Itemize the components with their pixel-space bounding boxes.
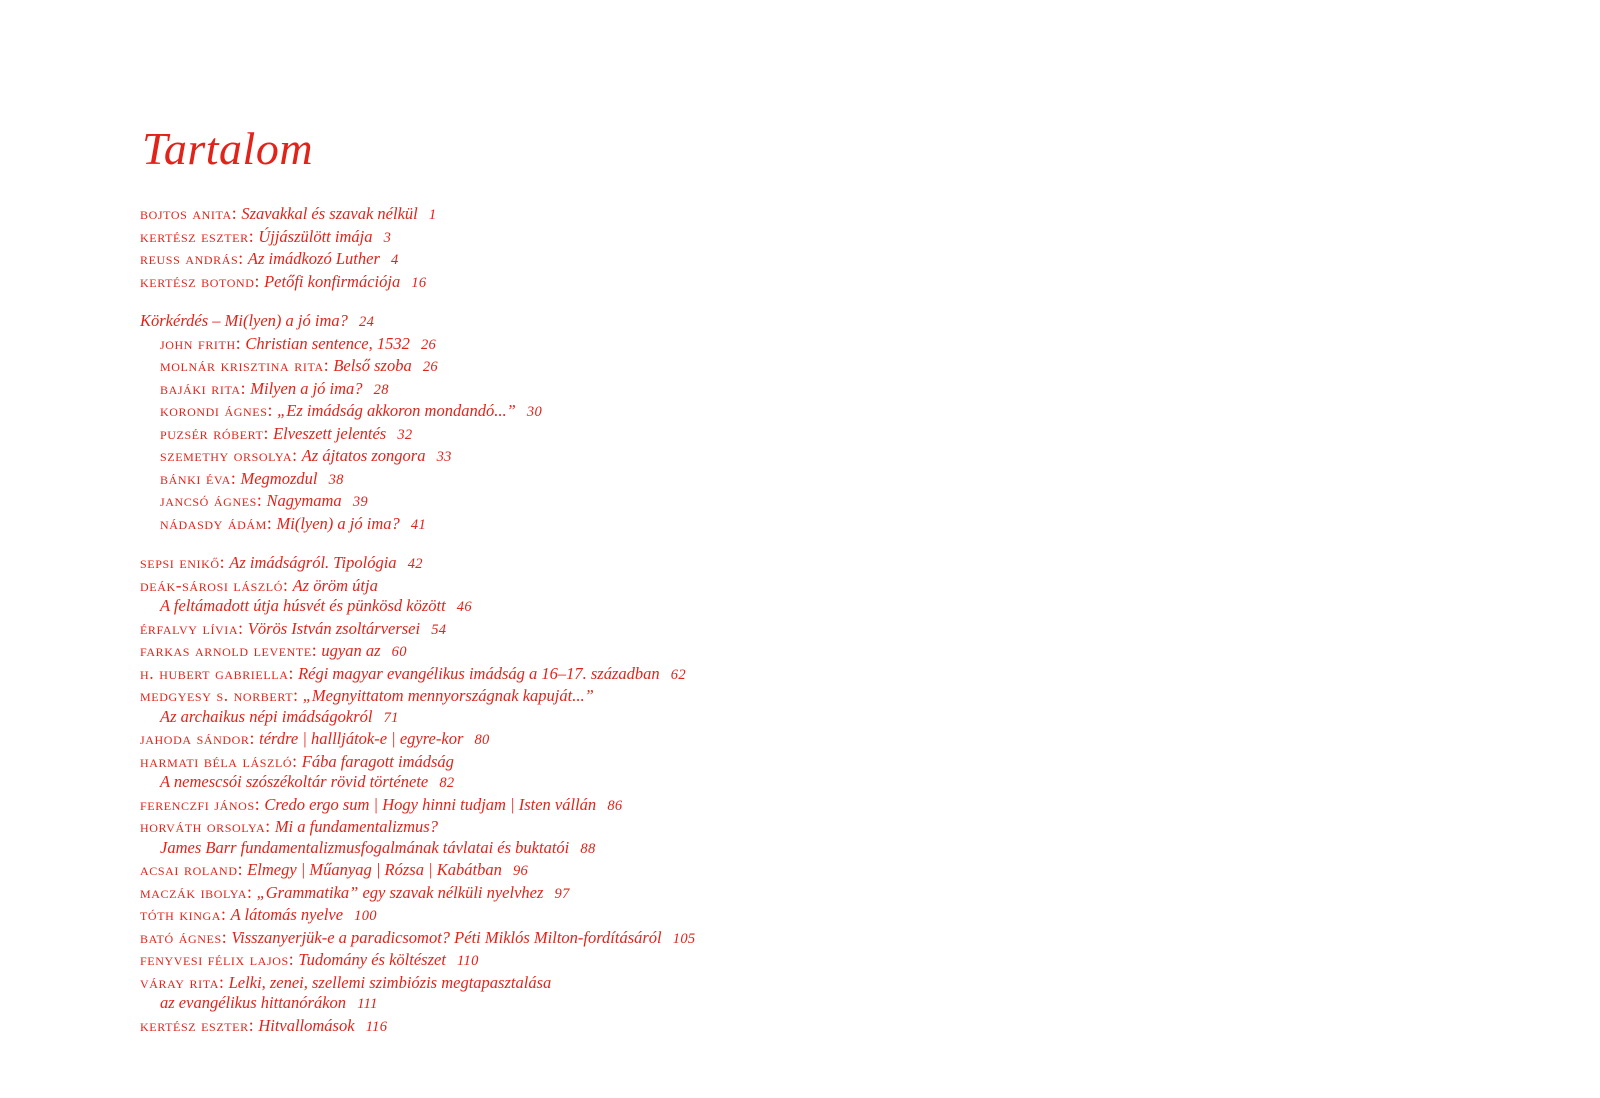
toc-entry[interactable] bbox=[140, 423, 1460, 446]
toc-entry-author: váray rita: bbox=[140, 971, 225, 992]
toc-entry-author: molnár krisztina rita: bbox=[160, 355, 330, 375]
section-spacer bbox=[140, 293, 1460, 311]
toc-entry-title: Az öröm útja bbox=[292, 575, 378, 595]
toc-entry[interactable] bbox=[140, 685, 1460, 707]
toc-entry-subtitle[interactable] bbox=[140, 993, 1460, 1015]
toc-entry-page: 62 bbox=[670, 666, 686, 683]
page-title: Tartalom bbox=[142, 123, 314, 174]
toc-entry-title: ugyan az bbox=[321, 641, 381, 660]
toc-entry-author: h. hubert gabriella: bbox=[140, 662, 294, 683]
toc-entry[interactable] bbox=[140, 640, 1460, 663]
toc-survey-heading[interactable] bbox=[140, 311, 1460, 333]
toc-entry-author: ferenczfi jános: bbox=[140, 793, 261, 814]
toc-entry-page: 26 bbox=[422, 359, 438, 375]
toc-entry-author: érfalvy lívia: bbox=[140, 617, 244, 638]
toc-entry-page: 4 bbox=[390, 252, 399, 268]
toc-entry-author: medgyesy s. norbert: bbox=[140, 685, 299, 705]
toc-entry-title: Petőfi konfirmációja bbox=[264, 271, 401, 291]
toc-entry-author: reuss andrás: bbox=[140, 248, 244, 268]
toc-entry-page: 38 bbox=[328, 471, 344, 488]
toc-entry-page: 28 bbox=[373, 381, 389, 398]
toc-entry-page: 110 bbox=[457, 953, 479, 969]
toc-entry[interactable] bbox=[140, 445, 1460, 468]
toc-entry-title: térdre | hallljátok-e | egyre-kor bbox=[259, 729, 464, 748]
toc-entry[interactable] bbox=[140, 927, 1460, 950]
toc-entry-title: Régi magyar evangélikus imádság a 16–17. században bbox=[298, 663, 660, 683]
toc-entry-author: bató ágnes: bbox=[140, 926, 228, 947]
toc-entry-author: bajáki rita: bbox=[160, 377, 247, 398]
toc-entry[interactable] bbox=[140, 271, 1460, 294]
toc-entry[interactable] bbox=[140, 904, 1460, 927]
toc-entry-author: deák-sárosi lászló: bbox=[140, 574, 289, 595]
toc-entry[interactable] bbox=[140, 248, 1460, 271]
toc-entry-page: 54 bbox=[431, 621, 447, 638]
toc-entry[interactable] bbox=[140, 972, 1460, 994]
toc-entry-title: Megmozdul bbox=[240, 468, 318, 488]
table-of-contents bbox=[140, 203, 1460, 1037]
toc-entry-author: sepsi enikő: bbox=[140, 552, 226, 572]
toc-entry-page: 33 bbox=[436, 449, 452, 465]
toc-entry-page: 32 bbox=[397, 426, 413, 443]
toc-entry-author: acsai roland: bbox=[140, 859, 244, 879]
toc-entry-author: kertész botond: bbox=[140, 270, 260, 291]
toc-entry[interactable] bbox=[140, 333, 1460, 356]
toc-entry-author: nádasdy ádám: bbox=[160, 512, 273, 533]
toc-entry-title: Christian sentence, 1532 bbox=[245, 333, 410, 353]
toc-entry-subtitle[interactable] bbox=[140, 838, 1460, 860]
toc-entry[interactable] bbox=[140, 859, 1460, 882]
toc-entry-page: 97 bbox=[554, 885, 570, 902]
toc-entry-title: Fába faragott imádság bbox=[301, 751, 454, 771]
toc-entry-page: 30 bbox=[526, 404, 542, 420]
toc-entry-page: 111 bbox=[357, 996, 378, 1012]
toc-entry[interactable] bbox=[140, 663, 1460, 686]
toc-survey-heading-page: 24 bbox=[359, 314, 375, 330]
toc-entry[interactable] bbox=[140, 816, 1460, 838]
toc-entry-title: Nagymama bbox=[266, 491, 342, 510]
toc-entry[interactable] bbox=[140, 490, 1460, 513]
toc-entry-title: Vörös István zsoltárversei bbox=[247, 618, 421, 638]
toc-entry-title: Visszanyerjük-e a paradicsomot? Péti Miklós Milton-fordításáról bbox=[231, 927, 662, 947]
toc-entry-page: 60 bbox=[391, 644, 407, 660]
toc-entry-title: „Ez imádság akkoron mondandó...” bbox=[277, 401, 516, 420]
toc-entry-author: farkas arnold levente: bbox=[140, 640, 318, 660]
toc-entry[interactable] bbox=[140, 400, 1460, 423]
toc-entry-page: 1 bbox=[428, 207, 437, 223]
toc-entry[interactable] bbox=[140, 618, 1460, 641]
toc-entry-page: 41 bbox=[410, 516, 426, 533]
toc-entry-subtitle[interactable] bbox=[140, 596, 1460, 618]
toc-entry[interactable] bbox=[140, 203, 1460, 226]
toc-entry-page: 3 bbox=[383, 229, 392, 246]
toc-entry-title: Az imádkozó Luther bbox=[247, 249, 380, 268]
toc-entry[interactable] bbox=[140, 468, 1460, 491]
toc-entry-page: 105 bbox=[672, 930, 696, 947]
toc-entry-title: Milyen a jó ima? bbox=[250, 378, 363, 398]
toc-entry[interactable] bbox=[140, 794, 1460, 817]
toc-entry-subtitle-text: az evangélikus hittanórákon bbox=[160, 993, 347, 1012]
toc-entry-title: A látomás nyelve bbox=[230, 905, 344, 924]
section-spacer bbox=[140, 535, 1460, 552]
toc-entry-page: 116 bbox=[365, 1018, 388, 1035]
toc-entry-author: bojtos anita: bbox=[140, 203, 238, 223]
toc-entry-subtitle-text: James Barr fundamentalizmusfogalmának távlatai és buktatói bbox=[160, 837, 570, 857]
toc-entry-title: „Megnyittatom mennyországnak kapuját...” bbox=[302, 686, 594, 705]
toc-entry-title: Hitvallomások bbox=[258, 1015, 355, 1035]
toc-group-first bbox=[140, 203, 1460, 293]
toc-entry-page: 100 bbox=[354, 908, 377, 924]
toc-entry-title: Elmegy | Műanyag | Rózsa | Kabátban bbox=[247, 860, 502, 879]
toc-entry-page: 86 bbox=[607, 797, 623, 814]
toc-entry-page: 42 bbox=[407, 556, 423, 572]
toc-survey-heading-text: Körkérdés – Mi(lyen) a jó ima? bbox=[140, 311, 348, 330]
toc-entry-page: 46 bbox=[456, 599, 472, 615]
toc-entry-subtitle-text: A nemescsói szószékoltár rövid története bbox=[160, 772, 429, 791]
toc-entry[interactable] bbox=[140, 552, 1460, 575]
toc-entry-author: kertész eszter: bbox=[140, 1014, 255, 1035]
toc-entry-title: Az imádságról. Tipológia bbox=[229, 553, 397, 572]
toc-entry-subtitle[interactable] bbox=[140, 772, 1460, 794]
toc-entry[interactable] bbox=[140, 226, 1460, 249]
toc-entry[interactable] bbox=[140, 949, 1460, 972]
toc-entry-title: Tudomány és költészet bbox=[298, 950, 446, 969]
toc-entry-subtitle[interactable] bbox=[140, 707, 1460, 729]
toc-entry[interactable] bbox=[140, 728, 1460, 751]
toc-entry-author: bánki éva: bbox=[160, 467, 237, 488]
toc-entry-author: john frith: bbox=[160, 332, 242, 353]
toc-entry[interactable] bbox=[140, 751, 1460, 773]
toc-entry-subtitle-text: Az archaikus népi imádságokról bbox=[160, 706, 373, 726]
toc-entry-author: jahoda sándor: bbox=[140, 728, 255, 748]
toc-entry-author: puzsér róbert: bbox=[160, 422, 269, 443]
toc-group-survey bbox=[140, 311, 1460, 535]
toc-entry-author: harmati béla lászló: bbox=[140, 750, 298, 771]
toc-entry-page: 80 bbox=[474, 732, 490, 748]
toc-entry-author: jancsó ágnes: bbox=[160, 490, 263, 510]
toc-entry[interactable] bbox=[140, 882, 1460, 905]
toc-entry[interactable] bbox=[140, 355, 1460, 378]
toc-entry-author: horváth orsolya: bbox=[140, 816, 271, 836]
toc-entry-author: tóth kinga: bbox=[140, 904, 227, 924]
toc-entry-page: 96 bbox=[512, 863, 529, 879]
toc-entry-page: 71 bbox=[383, 709, 399, 726]
toc-group-main bbox=[140, 552, 1460, 1037]
toc-entry-title: Lelki, zenei, szellemi szimbiózis megtapasztalása bbox=[228, 972, 552, 992]
toc-entry-title: Mi(lyen) a jó ima? bbox=[276, 513, 400, 533]
toc-entry-title: Szavakkal és szavak nélkül bbox=[241, 204, 418, 223]
toc-entry-page: 82 bbox=[439, 775, 455, 791]
toc-entry-page: 16 bbox=[411, 274, 427, 291]
toc-entry[interactable] bbox=[140, 378, 1460, 401]
toc-entry-title: Mi a fundamentalizmus? bbox=[274, 817, 438, 836]
toc-entry-author: fenyvesi félix lajos: bbox=[140, 949, 295, 969]
toc-entry-title: Újjászülött imája bbox=[258, 226, 373, 246]
toc-entry[interactable] bbox=[140, 1015, 1460, 1038]
toc-entry-author: kertész eszter: bbox=[140, 225, 255, 246]
toc-entry-title: Credo ergo sum | Hogy hinni tudjam | Isten vállán bbox=[264, 794, 597, 814]
toc-entry-title: Az ájtatos zongora bbox=[301, 446, 426, 465]
toc-entry-title: Elveszett jelentés bbox=[273, 423, 387, 443]
toc-entry-title: „Grammatika” egy szavak nélküli nyelvhez bbox=[256, 882, 544, 902]
toc-entry-subtitle-text: A feltámadott útja húsvét és pünkösd között bbox=[160, 596, 446, 615]
toc-entry-author: maczák ibolya: bbox=[140, 881, 253, 902]
toc-entry-author: korondi ágnes: bbox=[160, 400, 273, 420]
toc-entry-page: 26 bbox=[420, 336, 437, 353]
toc-entry-page: 88 bbox=[580, 840, 596, 857]
toc-entry[interactable] bbox=[140, 575, 1460, 597]
toc-entry-title: Belső szoba bbox=[333, 356, 412, 375]
toc-entry-page: 39 bbox=[352, 494, 368, 510]
toc-entry-author: szemethy orsolya: bbox=[160, 445, 298, 465]
toc-entry[interactable] bbox=[140, 513, 1460, 536]
